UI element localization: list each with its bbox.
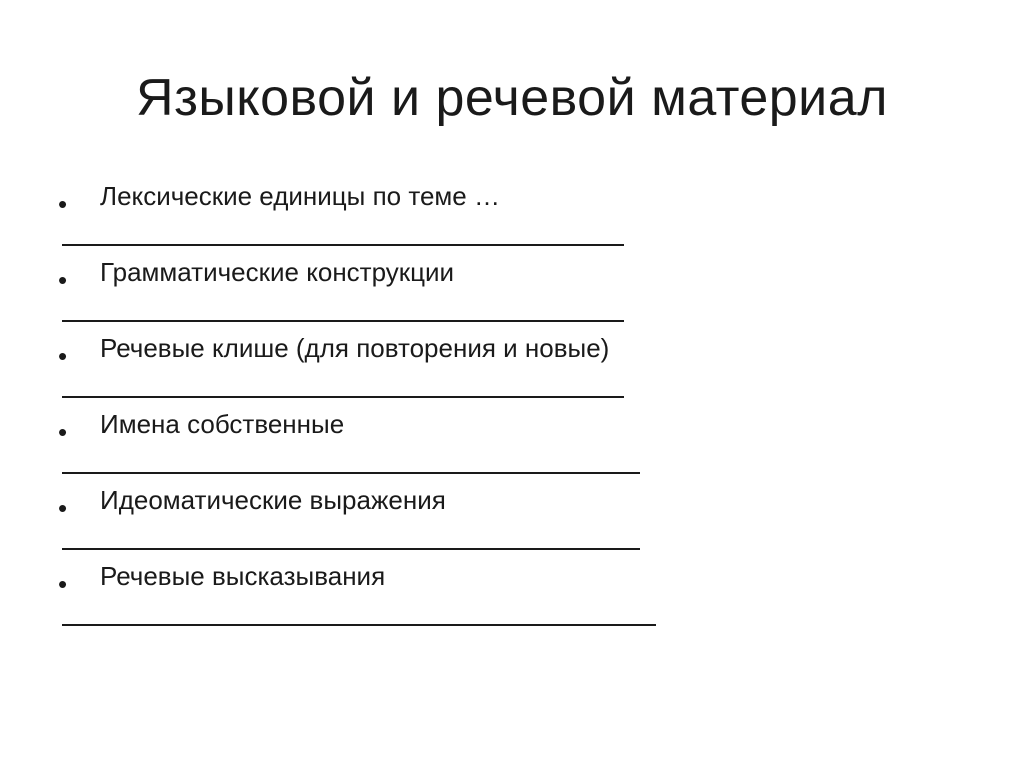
- bullet-icon: •: [58, 417, 68, 447]
- bullet-icon: •: [58, 569, 68, 599]
- list-item: [58, 556, 958, 632]
- blank-line: [62, 548, 640, 550]
- bullet-icon: •: [58, 265, 68, 295]
- blank-line: [62, 624, 656, 626]
- list-item: [58, 404, 958, 480]
- list-item-label: Имена собственные: [100, 409, 345, 439]
- list-item-label: Идеоматические выражения: [100, 485, 446, 515]
- slide-title: Языковой и речевой материал: [136, 69, 888, 127]
- list-item: [58, 176, 958, 252]
- list-item: [58, 480, 958, 556]
- list-item-label: Речевые высказывания: [100, 561, 386, 591]
- bullet-icon: •: [58, 341, 68, 371]
- bullet-icon: •: [58, 189, 68, 219]
- list-item: [58, 252, 958, 328]
- blank-line: [62, 472, 640, 474]
- blank-line: [62, 320, 624, 322]
- blank-line: [62, 396, 624, 398]
- list-item-label: Лексические единицы по теме …: [100, 181, 500, 211]
- bullet-icon: •: [58, 493, 68, 523]
- list-item-label: Речевые клише (для повторения и новые): [100, 333, 610, 363]
- bullet-list: [58, 176, 958, 632]
- list-item-label: Грамматические конструкции: [100, 257, 455, 287]
- blank-line: [62, 244, 624, 246]
- list-item: [58, 328, 958, 404]
